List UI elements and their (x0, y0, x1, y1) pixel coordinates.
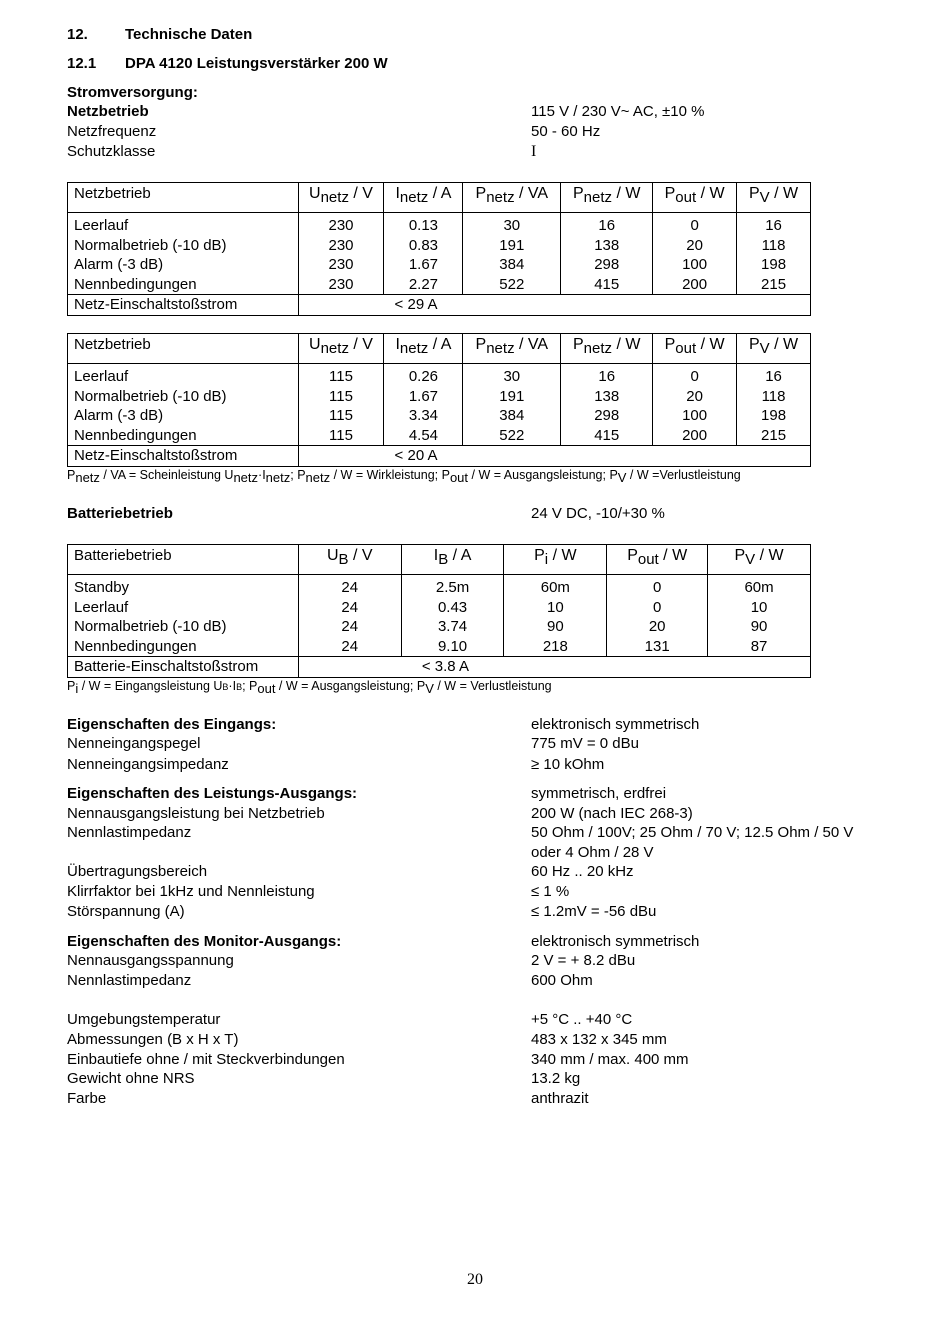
table-header-cell: Pi / W (504, 545, 607, 575)
table-row: Standby 24 2.5m 60m 0 60m (68, 575, 811, 598)
spec-label: Eigenschaften des Monitor-Ausgangs: (67, 933, 342, 950)
spec-value: 60 Hz .. 20 kHz (531, 863, 634, 880)
spec-label: Übertragungsbereich (67, 863, 208, 880)
power-supply-heading: Stromversorgung: (67, 84, 198, 101)
spec-label: Eigenschaften des Leistungs-Ausgangs: (67, 785, 358, 802)
spec-value: 775 mV = 0 dBu (531, 735, 639, 752)
table-header-cell: Inetz / A (384, 334, 463, 364)
section-title: Technische Daten (125, 26, 253, 43)
inrush-value: < 29 A (298, 295, 810, 316)
spec-value: 50 Ohm / 100V; 25 Ohm / 70 V; 12.5 Ohm / 50 V (531, 824, 854, 841)
table-header-cell: Pnetz / W (561, 183, 653, 213)
spec-value: elektronisch symmetrisch (531, 933, 700, 950)
page-number: 20 (467, 1271, 483, 1288)
spec-value: 115 V / 230 V~ AC, ±10 % (531, 103, 705, 120)
table-header-cell: Netzbetrieb (68, 183, 299, 213)
spec-value: 340 mm / max. 400 mm (531, 1051, 689, 1068)
table-row: Alarm (-3 dB) 115 3.34 384 298 100 198 (68, 406, 811, 426)
table-header-cell: PV / W (708, 545, 811, 575)
table-row: Nennbedingungen 24 9.10 218 131 87 (68, 637, 811, 657)
spec-value: ≤ 1 % (531, 883, 570, 900)
table-row: Normalbetrieb (-10 dB) 230 0.83 191 138 20 118 (68, 236, 811, 256)
spec-label: Farbe (67, 1090, 107, 1107)
spec-value: anthrazit (531, 1090, 589, 1107)
spec-label: Schutzklasse (67, 143, 156, 160)
battery-value: 24 V DC, -10/+30 % (531, 505, 665, 522)
mains-legend-note: Pnetz / VA = Scheinleistung Unetz·Inetz; Pnetz / W = Wirkleistung; Pout / W = Ausgangsleistung; PV / W =Verlustleistung (67, 468, 741, 485)
inrush-label: Netz-Einschaltstoßstrom (68, 446, 299, 467)
spec-value: elektronisch symmetrisch (531, 716, 700, 733)
spec-label: Nennausgangsleistung bei Netzbetrieb (67, 805, 325, 822)
table-row: Nennbedingungen 230 2.27 522 415 200 215 (68, 275, 811, 295)
spec-value: ≤ 1.2mV = -56 dBu (531, 903, 657, 920)
spec-label: Nennlastimpedanz (67, 972, 192, 989)
subsection-number: 12.1 (67, 55, 97, 72)
spec-value: 50 - 60 Hz (531, 123, 601, 140)
mains-230v-table (67, 182, 811, 316)
battery-table (67, 544, 811, 678)
table-header-cell: Pout / W (653, 334, 737, 364)
table-row: Nennbedingungen 115 4.54 522 415 200 215 (68, 426, 811, 446)
spec-label: Umgebungstemperatur (67, 1011, 221, 1028)
spec-label: Nennausgangsspannung (67, 952, 234, 969)
spec-value: 200 W (nach IEC 268-3) (531, 805, 693, 822)
table-header-row (68, 545, 811, 575)
subsection-title: DPA 4120 Leistungsverstärker 200 W (125, 55, 388, 72)
table-header-cell: IB / A (401, 545, 504, 575)
spec-value: oder 4 Ohm / 28 V (531, 844, 654, 861)
table-row: Normalbetrieb (-10 dB) 24 3.74 90 20 90 (68, 617, 811, 637)
table-header-cell: Unetz / V (298, 334, 384, 364)
table-header-cell: Pout / W (607, 545, 708, 575)
table-row: Alarm (-3 dB) 230 1.67 384 298 100 198 (68, 255, 811, 275)
battery-legend-note: Pi / W = Eingangsleistung UB·IB; Pout / W = Ausgangsleistung; PV / W = Verlustleistung (67, 679, 552, 696)
spec-label: Klirrfaktor bei 1kHz und Nennleistung (67, 883, 315, 900)
inrush-label: Batterie-Einschaltstoßstrom (68, 657, 299, 678)
table-header-cell: Inetz / A (384, 183, 463, 213)
table-header-cell: PV / W (737, 183, 811, 213)
spec-label: Nenneingangspegel (67, 735, 201, 752)
table-header-cell: Pout / W (653, 183, 737, 213)
table-footer-row (68, 657, 811, 678)
table-footer-row (68, 295, 811, 316)
table-header-cell: PV / W (737, 334, 811, 364)
table-header-cell: Netzbetrieb (68, 334, 299, 364)
spec-label: Netzbetrieb (67, 103, 149, 120)
battery-label: Batteriebetrieb (67, 505, 173, 522)
table-footer-row (68, 446, 811, 467)
spec-value: I (531, 143, 537, 160)
table-header-cell: UB / V (298, 545, 401, 575)
spec-value: +5 °C .. +40 °C (531, 1011, 633, 1028)
spec-value: 600 Ohm (531, 972, 593, 989)
table-header-cell: Batteriebetrieb (68, 545, 299, 575)
spec-value: 13.2 kg (531, 1070, 581, 1087)
inrush-label: Netz-Einschaltstoßstrom (68, 295, 299, 316)
table-header-cell: Unetz / V (298, 183, 384, 213)
spec-value: 483 x 132 x 345 mm (531, 1031, 667, 1048)
table-row: Normalbetrieb (-10 dB) 115 1.67 191 138 20 118 (68, 387, 811, 407)
mains-115v-table (67, 333, 811, 467)
spec-label: Abmessungen (B x H x T) (67, 1031, 239, 1048)
spec-label: Netzfrequenz (67, 123, 157, 140)
section-number: 12. (67, 26, 88, 43)
spec-label: Gewicht ohne NRS (67, 1070, 195, 1087)
table-row: Leerlauf 24 0.43 10 0 10 (68, 598, 811, 618)
table-row: Leerlauf 115 0.26 30 16 0 16 (68, 364, 811, 387)
table-header-cell: Pnetz / VA (463, 183, 561, 213)
inrush-value: < 3.8 A (298, 657, 810, 678)
spec-label: Einbautiefe ohne / mit Steckverbindungen (67, 1051, 345, 1068)
spec-label: Störspannung (A) (67, 903, 185, 920)
spec-value: ≥ 10 kOhm (531, 756, 605, 773)
table-header-row (68, 334, 811, 364)
spec-value: 2 V = + 8.2 dBu (531, 952, 636, 969)
spec-label: Nennlastimpedanz (67, 824, 192, 841)
spec-value: symmetrisch, erdfrei (531, 785, 667, 802)
table-header-row (68, 183, 811, 213)
table-header-cell: Pnetz / W (561, 334, 653, 364)
spec-label: Nenneingangsimpedanz (67, 756, 229, 773)
spec-label: Eigenschaften des Eingangs: (67, 716, 277, 733)
table-header-cell: Pnetz / VA (463, 334, 561, 364)
table-row: Leerlauf 230 0.13 30 16 0 16 (68, 213, 811, 236)
inrush-value: < 20 A (298, 446, 810, 467)
